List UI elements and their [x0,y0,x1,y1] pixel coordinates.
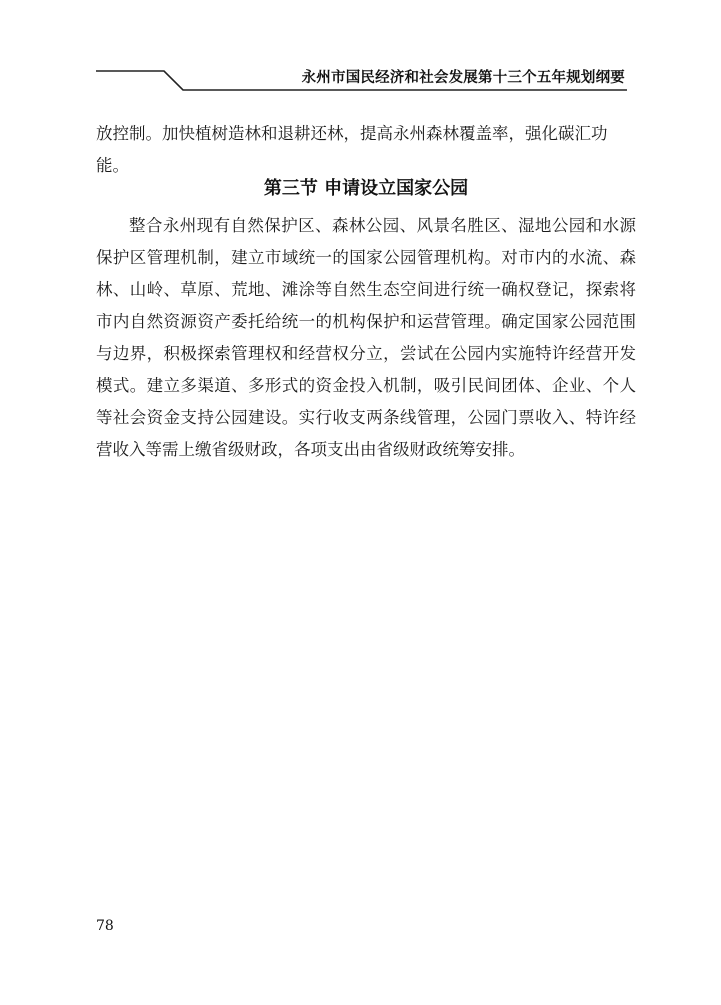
page-number: 78 [96,918,114,934]
continuation-text: 放控制。加快植树造林和退耕还林，提高永州森林覆盖率，强化碳汇功能。 [96,124,608,175]
body-paragraph: 整合永州现有自然保护区、森林公园、风景名胜区、湿地公园和水源保护区管理机制，建立市域统一的国家公园管理机构。对市内的水流、森林、山岭、草原、荒地、滩涂等自然生态空间进行统一确权登记，探索将市内自然资源资产委托给统一的机构保护和运营管理。确定国家公园范围与边界，积极探索管理权和经营权分立，尝试在公园内实施特许经营开发模式。建立多渠道、多形式的资金投入机制，吸引民间团体、企业、个人等社会资金支持公园建设。实行收支两条线管理，公园门票收入、特许经营收入等需上缴省级财政，各项支出由省级财政统筹安排。 [96,216,636,459]
section-heading: 第三节 申请设立国家公园 [263,178,469,199]
running-header-title: 永州市国民经济和社会发展第十三个五年规划纲要 [301,69,625,86]
